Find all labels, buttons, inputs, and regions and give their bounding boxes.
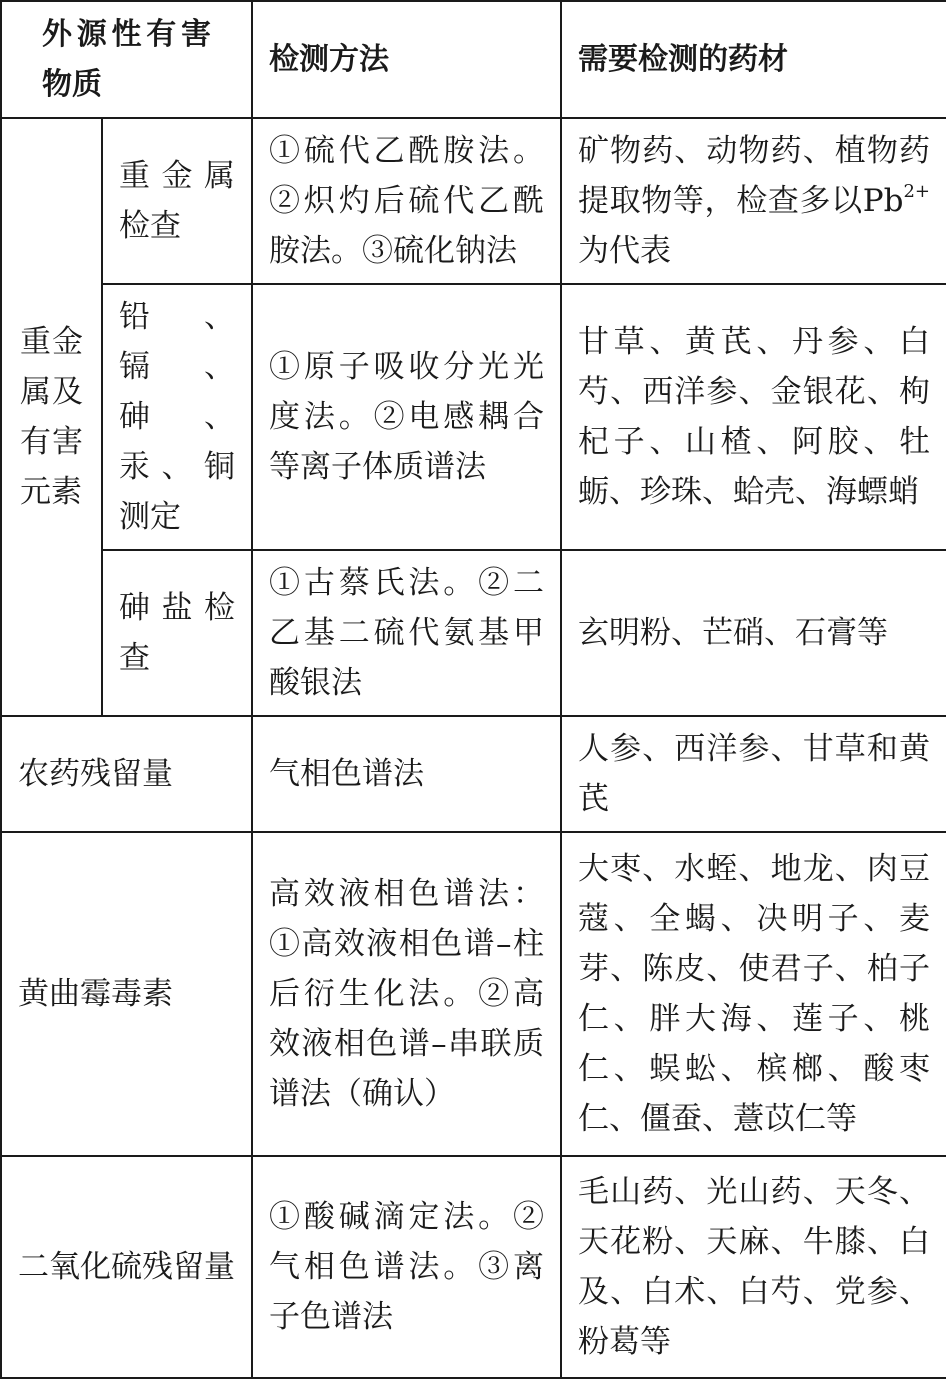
table-row: [1, 550, 946, 716]
substance-pesticide: 农药残留量: [1, 716, 252, 832]
substance-aflatoxin: 黄曲霉毒素: [1, 832, 252, 1156]
table-row: [1, 118, 946, 284]
herbs-cell: 毛山药、光山药、天冬、天花粉、天麻、牛膝、白及、白术、白芍、党参、粉葛等: [561, 1156, 946, 1378]
table-row: [1, 832, 946, 1156]
method-cell: 气相色谱法: [252, 716, 561, 832]
table-row: [1, 284, 946, 550]
method-cell: ①原子吸收分光光度法。②电感耦合等离子体质谱法: [252, 284, 561, 550]
herbs-text-suffix: 为代表: [578, 233, 671, 269]
method-cell: 高效液相色谱法：①高效液相色谱–柱后衍生化法。②高效液相色谱–串联质谱法（确认）: [252, 832, 561, 1156]
ion-charge-superscript: 2+: [903, 181, 930, 202]
header-row: [1, 1, 946, 118]
method-cell: ①古蔡氏法。②二乙基二硫代氨基甲酸银法: [252, 550, 561, 716]
herbs-cell: [561, 118, 946, 284]
herbs-cell: 人参、西洋参、甘草和黄芪: [561, 716, 946, 832]
table-row: [1, 716, 946, 832]
herbs-cell: 大枣、水蛭、地龙、肉豆蔻、全蝎、决明子、麦芽、陈皮、使君子、柏子仁、胖大海、莲子、桃仁、蜈蚣、槟榔、酸枣仁、僵蚕、薏苡仁等: [561, 832, 946, 1156]
method-cell: ①硫代乙酰胺法。②炽灼后硫代乙酰胺法。③硫化钠法: [252, 118, 561, 284]
method-cell: ①酸碱滴定法。②气相色谱法。③离子色谱法: [252, 1156, 561, 1378]
header-substance: 外源性有害物质: [1, 1, 252, 118]
table-row: [1, 1156, 946, 1378]
herbs-text: 矿物药、动物药、植物药提取物等，检查多以Pb: [578, 133, 930, 219]
header-method: 检测方法: [252, 1, 561, 118]
herbs-cell: 玄明粉、芒硝、石膏等: [561, 550, 946, 716]
herbs-cell: 甘草、黄芪、丹参、白芍、西洋参、金银花、枸杞子、山楂、阿胶、牡蛎、珍珠、蛤壳、海螵蛸: [561, 284, 946, 550]
item-arsenic-check: 砷盐检查: [102, 550, 252, 716]
header-herbs: 需要检测的药材: [561, 1, 946, 118]
item-element-assay: 铅、镉、砷、汞、铜测定: [102, 284, 252, 550]
item-heavy-metal-check: 重金属检查: [102, 118, 252, 284]
group-label-heavy-metals: 重金属及有害元素: [1, 118, 102, 716]
substance-sulfur-dioxide: 二氧化硫残留量: [1, 1156, 252, 1378]
